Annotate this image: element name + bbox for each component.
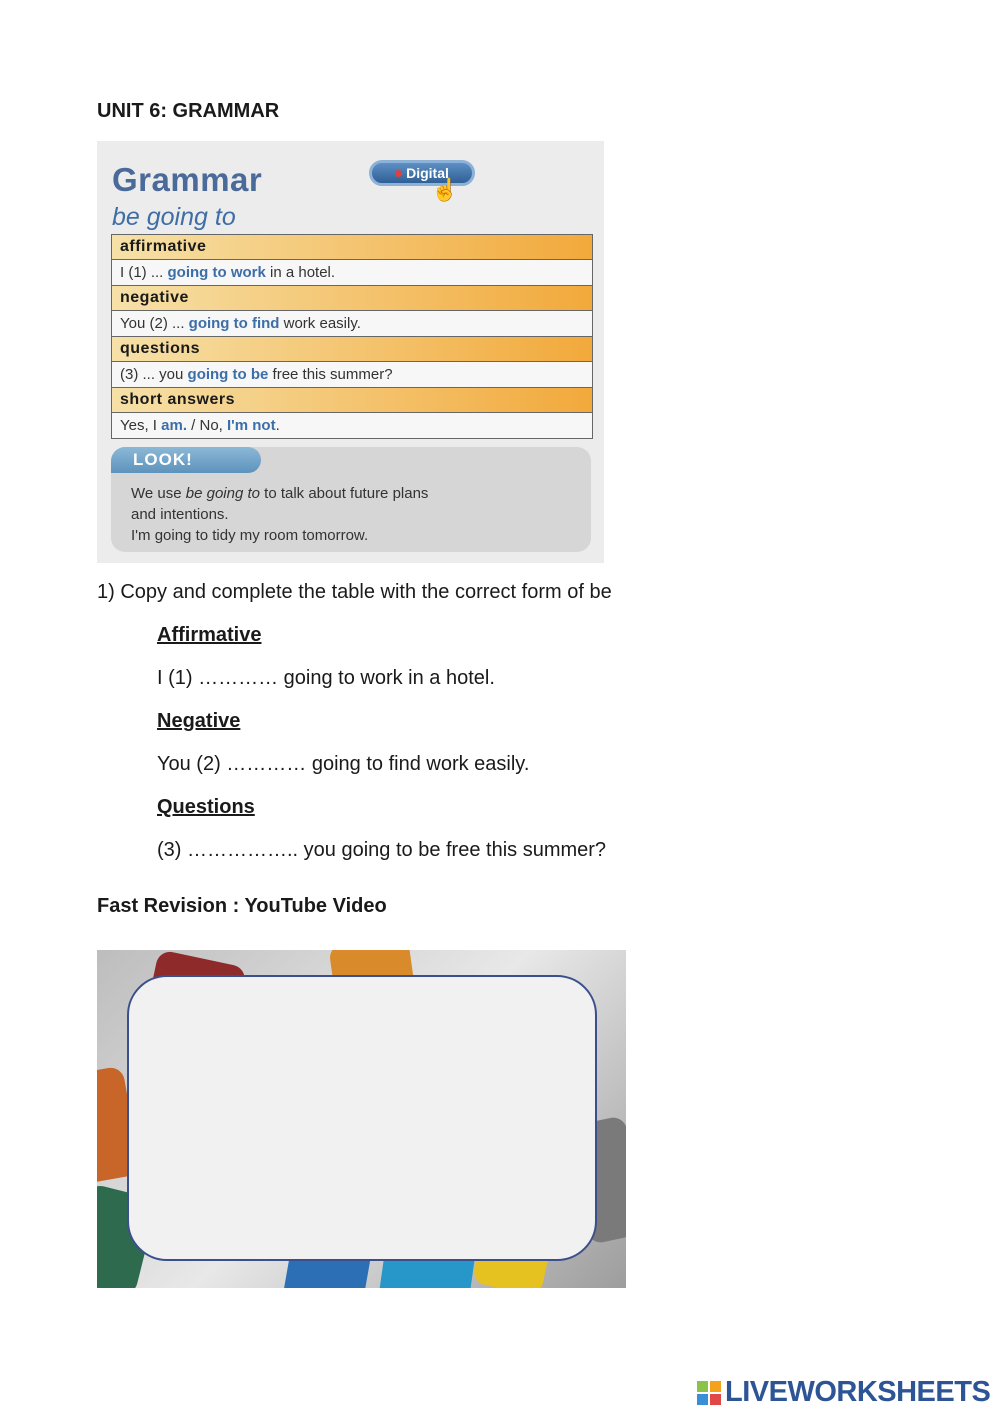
youtube-video-player[interactable] xyxy=(97,950,626,1288)
hand-pointer-icon: ☝ xyxy=(431,177,459,202)
example-highlight: going to find xyxy=(188,315,280,332)
heading-negative: Negative xyxy=(157,710,241,732)
look-line-1 xyxy=(131,483,428,504)
example-text: You (2) ... xyxy=(120,315,189,332)
example-affirmative xyxy=(112,260,592,286)
look-line-3: I'm going to tidy my room tomorrow. xyxy=(131,527,369,544)
example-highlight: I'm not xyxy=(227,417,276,434)
heading-affirmative: Affirmative xyxy=(157,624,262,646)
look-text-part: We use xyxy=(131,485,186,502)
section-header-questions: questions xyxy=(112,337,592,362)
example-text: . xyxy=(275,417,280,434)
example-questions xyxy=(112,362,592,388)
look-tag: LOOK! xyxy=(111,447,261,473)
example-highlight: am. xyxy=(161,417,187,434)
sentence-negative: You (2) ………… going to find work easily. xyxy=(157,753,530,775)
example-text: work easily. xyxy=(279,315,361,332)
example-text: Yes, I xyxy=(120,417,162,434)
example-text: (3) ... you xyxy=(120,366,188,383)
example-highlight: going to be xyxy=(187,366,269,383)
textbook-grammar-image xyxy=(97,141,604,563)
grammar-table xyxy=(111,234,593,439)
example-short-answers xyxy=(112,413,592,438)
logo-squares-icon xyxy=(697,1381,721,1405)
sentence-questions: (3) …………….. you going to be free this summer? xyxy=(157,839,607,861)
example-text: free this summer? xyxy=(268,366,393,383)
example-text: I (1) ... xyxy=(120,264,168,281)
digital-badge xyxy=(369,160,475,186)
look-note xyxy=(111,447,591,552)
look-text xyxy=(131,483,428,546)
example-text: in a hotel. xyxy=(265,264,336,281)
look-text-part: to talk about future plans xyxy=(259,485,429,502)
grammar-subtitle: be going to xyxy=(112,203,236,231)
record-dot-icon xyxy=(395,170,402,177)
video-heading: Fast Revision : YouTube Video xyxy=(97,895,387,917)
page-title: UNIT 6: GRAMMAR xyxy=(97,100,280,122)
liveworksheets-logo xyxy=(697,1376,990,1409)
sentence-affirmative: I (1) ………… going to work in a hotel. xyxy=(157,667,495,689)
grammar-title: Grammar xyxy=(112,161,263,198)
video-placeholder-panel[interactable] xyxy=(127,975,597,1261)
look-line-2: and intentions. xyxy=(131,506,229,523)
example-text: / No, xyxy=(187,417,228,434)
heading-questions: Questions xyxy=(157,796,255,818)
example-negative xyxy=(112,311,592,337)
section-header-negative: negative xyxy=(112,286,592,311)
logo-text: LIVEWORKSHEETS xyxy=(725,1376,991,1408)
section-header-short-answers: short answers xyxy=(112,388,592,413)
exercise-instruction: 1) Copy and complete the table with the correct form of be xyxy=(97,581,612,603)
digital-badge-label: Digital xyxy=(406,165,449,181)
look-text-italic: be going to xyxy=(185,485,260,502)
section-header-affirmative: affirmative xyxy=(112,235,592,260)
example-highlight: going to work xyxy=(167,264,266,281)
